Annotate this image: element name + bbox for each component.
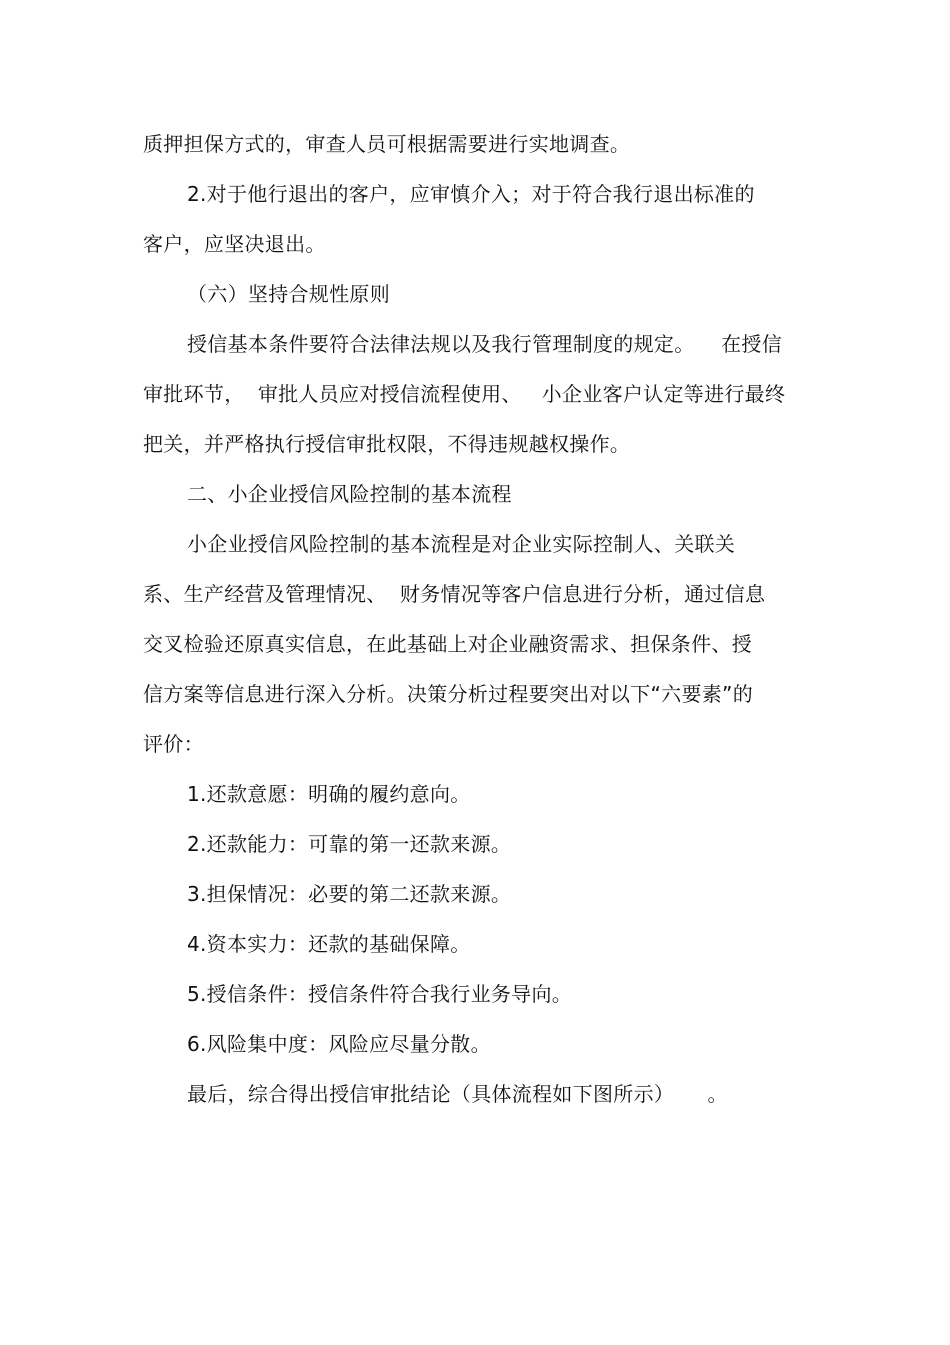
- list-item: 5.授信条件：授信条件符合我行业务导向。: [187, 982, 573, 1006]
- text-line: 2.对于他行退出的客户，应审慎介入；对于符合我行退出标准的: [187, 182, 755, 206]
- text-line: 客户，应坚决退出。: [143, 232, 326, 256]
- text-line: 系、生产经营及管理情况、 财务情况等客户信息进行分析，通过信息: [143, 582, 766, 606]
- text-line: 交叉检验还原真实信息，在此基础上对企业融资需求、担保条件、授: [143, 632, 752, 656]
- section-heading: （六）坚持合规性原则: [187, 282, 390, 306]
- text-line: 信方案等信息进行深入分析。决策分析过程要突出对以下“六要素”的: [143, 682, 754, 706]
- list-item: 6.风险集中度：风险应尽量分散。: [187, 1032, 491, 1056]
- text-line: 小企业授信风险控制的基本流程是对企业实际控制人、关联关: [187, 532, 736, 556]
- list-item: 3.担保情况：必要的第二还款来源。: [187, 882, 512, 906]
- text-line: 最后，综合得出授信审批结论（具体流程如下图所示） 。: [187, 1082, 728, 1106]
- text-line: 质押担保方式的，审查人员可根据需要进行实地调查。: [143, 132, 631, 156]
- section-heading: 二、小企业授信风险控制的基本流程: [187, 482, 512, 506]
- text-line: 授信基本条件要符合法律法规以及我行管理制度的规定。 在授信: [187, 332, 783, 356]
- list-item: 2.还款能力：可靠的第一还款来源。: [187, 832, 512, 856]
- text-line: 审批环节， 审批人员应对授信流程使用、 小企业客户认定等进行最终: [143, 382, 786, 406]
- text-line: 把关，并严格执行授信审批权限，不得违规越权操作。: [143, 432, 631, 456]
- text-line: 评价：: [143, 732, 204, 756]
- list-item: 4.资本实力：还款的基础保障。: [187, 932, 471, 956]
- list-item: 1.还款意愿：明确的履约意向。: [187, 782, 471, 806]
